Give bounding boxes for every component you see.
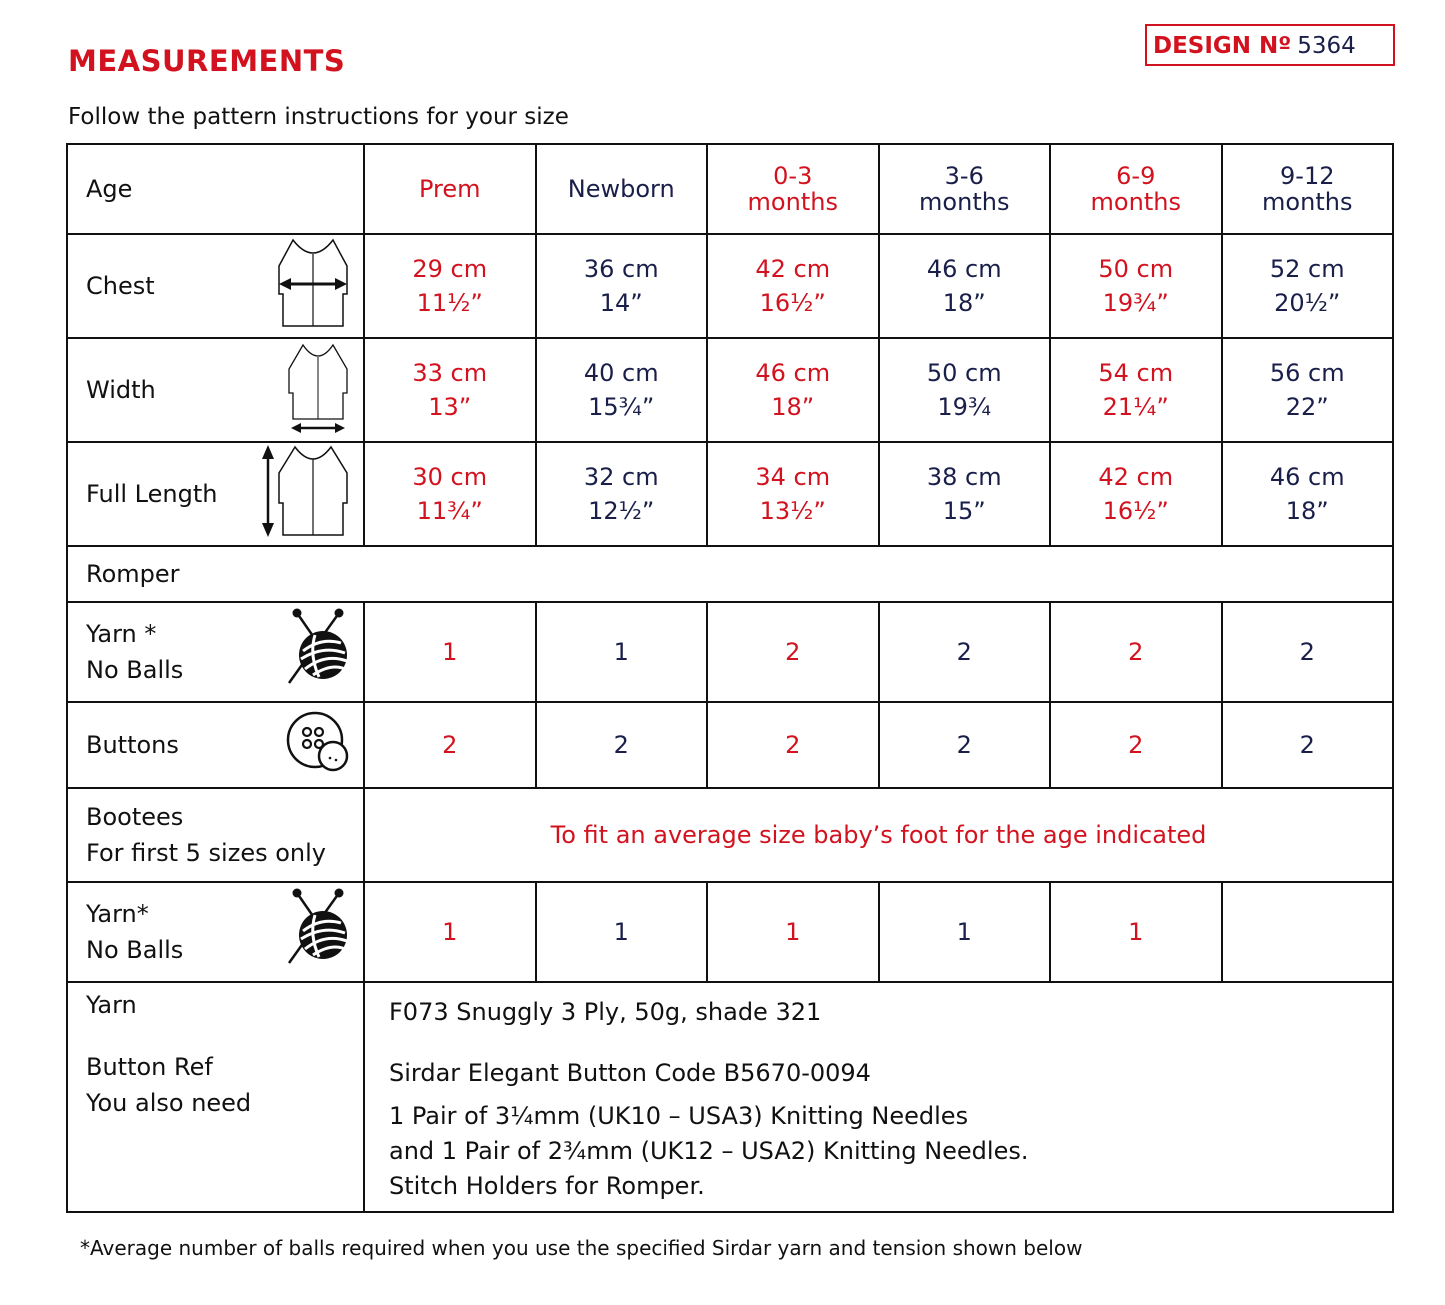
page-title: MEASUREMENTS [68,44,346,78]
cell-line: 11½” [416,289,483,317]
count-cell: 1 [1050,882,1222,982]
count-cell: 2 [1050,602,1222,702]
also-need-item: Stitch Holders for Romper. [389,1172,705,1200]
yarn-ball-icon [285,887,351,977]
row-label [67,702,364,788]
cell-line: 33 cm [412,359,488,387]
row-label-text: Width [86,376,156,404]
cell-line: 42 cm [755,255,831,283]
row-label [67,788,364,882]
button-icon [285,710,351,780]
cell-line: Prem [418,175,481,203]
cell-line: 19¾ [937,393,992,421]
cell-line: 36 cm [583,255,659,283]
cell-line: 56 cm [1269,359,1345,387]
also-need-item: and 1 Pair of 2¾mm (UK12 – USA2) Knitting Needles. [389,1137,1029,1165]
cell-line: 40 cm [583,359,659,387]
size-header [1050,144,1222,234]
bootees-note: To fit an average size baby’s foot for the age indicated [364,788,1393,882]
cell-line: No Balls [86,656,184,684]
count-cell: 2 [879,602,1051,702]
cell-line: 15” [942,497,986,525]
cell-line: 38 cm [926,463,1002,491]
cell-line: 21¼” [1102,393,1169,421]
measurement-cell [364,234,536,338]
measurement-cell [1050,338,1222,442]
count-cell: 2 [1050,702,1222,788]
measurement-cell [879,234,1051,338]
cell-line: Yarn * [86,620,157,648]
measurement-cell [364,338,536,442]
cell-line: months [919,188,1010,216]
count-cell: 1 [879,882,1051,982]
design-number: 5364 [1297,33,1356,59]
materials-details [364,982,1393,1212]
measurement-cell [1222,338,1394,442]
measurement-cell [536,442,708,546]
button-ref-value: Sirdar Elegant Button Code B5670-0094 [389,1059,871,1087]
count-cell: 2 [1222,702,1394,788]
design-number-box [1145,24,1395,66]
row-label-text: Buttons [86,731,179,759]
measurement-cell [707,442,879,546]
measurement-row-width [67,338,1393,442]
cell-line: 14” [599,289,643,317]
cell-line: 11¾” [416,497,483,525]
measurement-cell [1050,234,1222,338]
cell-line: 16½” [1102,497,1169,525]
cell-line: 13½” [759,497,826,525]
cell-line: months [1262,188,1353,216]
materials-labels [67,982,364,1212]
measurement-cell [536,234,708,338]
cell-line: 32 cm [583,463,659,491]
count-cell: 2 [707,602,879,702]
measurements-table [66,143,1394,1213]
cell-line: 18” [771,393,815,421]
row-label [67,338,364,442]
size-header [536,144,708,234]
count-cell: 2 [364,702,536,788]
row-label [67,442,364,546]
cell-line: 46 cm [1269,463,1345,491]
cell-line: 9-12 [1280,162,1335,190]
cell-line: 15¾” [588,393,655,421]
subtitle: Follow the pattern instructions for your size [68,104,569,130]
measurement-cell [536,338,708,442]
measurement-row-chest [67,234,1393,338]
cell-line: 50 cm [1098,255,1174,283]
design-label: DESIGN Nº [1153,33,1292,59]
buttons-row [67,702,1393,788]
measurement-cell [1222,234,1394,338]
cell-line: months [1090,188,1181,216]
cell-line: 30 cm [412,463,488,491]
row-label-text: Age [86,175,133,203]
materials-row [67,982,1393,1212]
count-cell: 2 [879,702,1051,788]
cell-line: 18” [1285,497,1329,525]
measurement-row-full-length [67,442,1393,546]
size-header [707,144,879,234]
count-cell: 1 [707,882,879,982]
cell-line: 52 cm [1269,255,1345,283]
cell-line: 20½” [1274,289,1341,317]
cell-line: Newborn [567,175,675,203]
measurement-cell [879,442,1051,546]
cell-line: 19¾” [1102,289,1169,317]
age-row [67,144,1393,234]
measurement-cell [1050,442,1222,546]
cell-line: 42 cm [1098,463,1174,491]
size-header [1222,144,1394,234]
row-label [67,234,364,338]
cell-line: 12½” [588,497,655,525]
cell-line: 22” [1285,393,1329,421]
count-cell: 1 [364,602,536,702]
cell-line: 6-9 [1116,162,1156,190]
size-header [879,144,1051,234]
cell-line: 54 cm [1098,359,1174,387]
row-label-text: Full Length [86,480,218,508]
count-cell: 1 [536,602,708,702]
cardigan-width-icon [285,341,351,439]
cardigan-chest-icon [275,236,351,336]
count-cell [1222,882,1394,982]
cell-line: 0-3 [773,162,813,190]
bootees-yarn-row [67,882,1393,982]
romper-yarn-row [67,602,1393,702]
count-cell: 1 [536,882,708,982]
cell-line: 3-6 [944,162,984,190]
materials-label: Yarn [86,991,137,1019]
bootees-row [67,788,1393,882]
cell-line: Bootees [86,803,184,831]
measurement-cell [707,338,879,442]
romper-row [67,546,1393,602]
also-need-item: 1 Pair of 3¼mm (UK10 – USA3) Knitting Needles [389,1102,969,1130]
cell-line: For first 5 sizes only [86,839,326,867]
cardigan-length-icon [261,443,351,545]
measurement-cell [1222,442,1394,546]
row-label [67,882,364,982]
measurement-cell [364,442,536,546]
cell-line: 13” [428,393,472,421]
materials-label: You also need [86,1089,252,1117]
cell-line: 50 cm [926,359,1002,387]
materials-label: Button Ref [86,1053,213,1081]
footnote: *Average number of balls required when you use the specified Sirdar yarn and tension shown below [80,1236,1083,1260]
row-label [67,602,364,702]
cell-line: 18” [942,289,986,317]
cell-line: 16½” [759,289,826,317]
size-header [364,144,536,234]
measurement-cell [707,234,879,338]
cell-line: months [747,188,838,216]
cell-line: 46 cm [926,255,1002,283]
yarn-value: F073 Snuggly 3 Ply, 50g, shade 321 [389,998,822,1026]
cell-line: 34 cm [755,463,831,491]
cell-line: No Balls [86,936,184,964]
count-cell: 2 [707,702,879,788]
cell-line: Yarn* [86,900,149,928]
cell-line: 46 cm [755,359,831,387]
count-cell: 2 [1222,602,1394,702]
row-label [67,144,364,234]
count-cell: 1 [364,882,536,982]
cell-line: 29 cm [412,255,488,283]
measurement-cell [879,338,1051,442]
row-label-text: Chest [86,272,155,300]
yarn-ball-icon [285,607,351,697]
count-cell: 2 [536,702,708,788]
romper-label: Romper [67,546,1393,602]
